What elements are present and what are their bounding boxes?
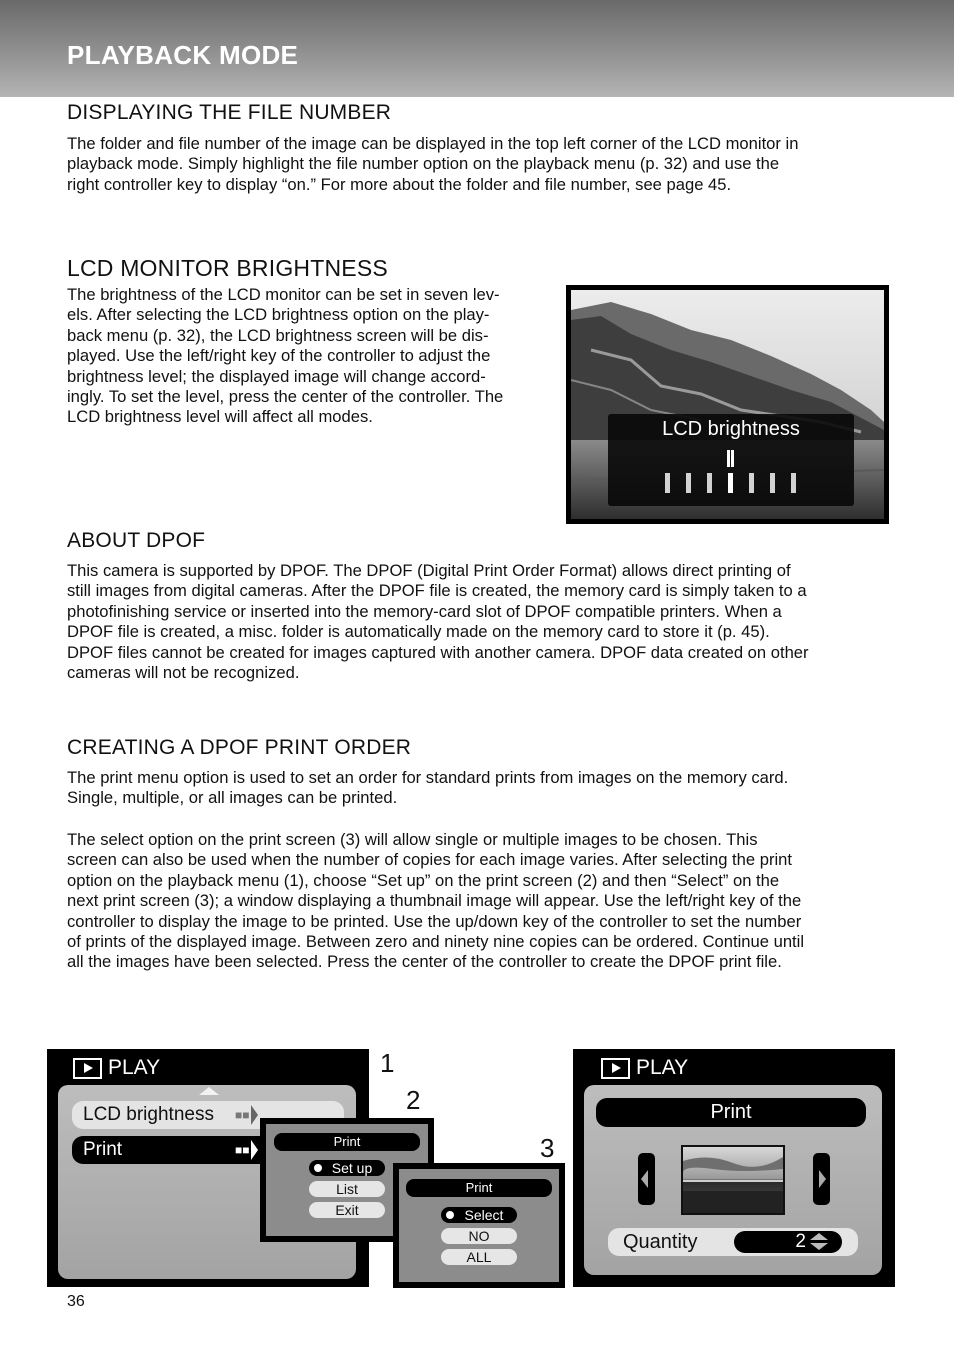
print-order-text-2	[67, 830, 907, 973]
callout-3: 3	[540, 1133, 555, 1163]
text-line: still images from digital cameras. After the DPOF file is created, the memory card is simply taken to a	[67, 581, 807, 601]
page-title: PLAYBACK MODE	[67, 40, 299, 70]
left-arrow-icon	[641, 1170, 648, 1188]
lcd-brightness-screenshot	[566, 285, 889, 524]
play-menu-title: PLAY	[636, 1056, 689, 1079]
menu-item-print[interactable]	[72, 1136, 270, 1164]
option-list[interactable]: List	[309, 1181, 385, 1197]
callout-1: 1	[380, 1048, 395, 1078]
right-arrow-icon	[251, 1140, 258, 1160]
print-title-bar: Print	[596, 1098, 866, 1127]
lcd-brightness-label: LCD brightness	[662, 418, 800, 440]
option-select[interactable]	[441, 1207, 517, 1223]
text-line: cameras will not be recognized.	[67, 663, 300, 683]
lcd-brightness-overlay	[608, 414, 854, 506]
play-icon	[601, 1058, 630, 1079]
lcd-brightness-text	[67, 285, 557, 428]
option-label: Set up	[331, 1160, 373, 1176]
brightness-level-cursor	[727, 450, 734, 467]
radio-bullet-icon	[446, 1211, 454, 1219]
text-line: option on the playback menu (1), choose “Set up” on the print screen (2) and then “Select” on the	[67, 870, 780, 890]
menu-item-label: LCD brightness	[83, 1104, 214, 1125]
thumbnail-image	[681, 1145, 785, 1215]
up-arrow-icon	[199, 1087, 219, 1095]
print-setup-title: Print	[274, 1133, 420, 1151]
quantity-value: 2	[795, 1231, 806, 1252]
text-line: right controller key to display “on.” For more about the folder and file number, see page 45.	[67, 174, 732, 194]
print-quantity-body	[584, 1085, 882, 1275]
about-dpof-text	[67, 561, 907, 683]
text-line: DPOF files cannot be created for images captured with another camera. DPOF data created on other	[67, 642, 809, 662]
menu-item-label: Print	[83, 1139, 123, 1160]
text-line: ingly. To set the level, press the center of the controller. The	[67, 387, 504, 407]
callout-2: 2	[406, 1085, 421, 1115]
brightness-tick	[686, 473, 691, 493]
lcd-brightness-heading: LCD MONITOR BRIGHTNESS	[67, 255, 388, 281]
print-select-title: Print	[406, 1179, 552, 1197]
brightness-tick	[791, 473, 796, 493]
radio-bullet-icon	[314, 1164, 322, 1172]
brightness-tick	[728, 473, 733, 493]
text-line: next print screen (3); a window displaying a thumbnail image will appear. Use the left/right key of the	[67, 891, 802, 911]
play-icon	[73, 1058, 102, 1079]
down-arrow-icon	[810, 1243, 828, 1250]
text-line: The folder and file number of the image can be displayed in the top left corner of the LCD monitor in	[67, 134, 799, 153]
option-exit[interactable]: Exit	[309, 1202, 385, 1218]
dots-icon: ■■	[235, 1143, 250, 1157]
text-line: This camera is supported by DPOF. The DPOF (Digital Print Order Format) allows direct printing of	[67, 561, 791, 580]
right-arrow-icon	[251, 1105, 258, 1125]
option-all[interactable]: ALL	[441, 1249, 517, 1265]
text-line: controller to display the image to be printed. Use the up/down key of the controller to set the number	[67, 911, 802, 931]
text-line: DPOF file is created, a misc. folder is automatically made on the memory card to store it (p. 45).	[67, 622, 770, 642]
print-order-heading: CREATING A DPOF PRINT ORDER	[67, 736, 412, 759]
quantity-stepper[interactable]	[734, 1231, 842, 1253]
text-line: playback mode. Simply highlight the file number option on the playback menu (p. 32) and use the	[67, 154, 780, 174]
text-line: all the images have been selected. Press the center of the controller to create the DPOF print file.	[67, 952, 782, 972]
text-line: brightness level; the displayed image will change accord-	[67, 366, 486, 386]
print-select-screen	[393, 1163, 565, 1288]
file-number-text	[67, 134, 897, 195]
quantity-label: Quantity	[623, 1230, 698, 1253]
text-line: of prints of the displayed image. Between zero and ninety nine copies can be ordered. Continue until	[67, 932, 805, 952]
right-arrow-icon	[819, 1170, 826, 1188]
option-set-up[interactable]	[309, 1160, 385, 1176]
prev-image-button[interactable]	[638, 1153, 655, 1205]
option-label: Select	[464, 1207, 504, 1223]
print-quantity-screen	[573, 1049, 895, 1287]
brightness-tick	[749, 473, 754, 493]
dots-icon: ■■	[235, 1108, 250, 1122]
quantity-row	[608, 1228, 858, 1256]
text-line: LCD brightness level will affect all modes.	[67, 407, 373, 427]
text-line: photofinishing service or inserted into the memory-card slot of DPOF compatible printers. When a	[67, 601, 782, 621]
text-line: The brightness of the LCD monitor can be set in seven lev-	[67, 285, 500, 304]
text-line: back menu (p. 32), the LCD brightness screen will be dis-	[67, 325, 489, 345]
text-line: The print menu option is used to set an order for standard prints from images on the memory card.	[67, 768, 789, 787]
text-line: played. Use the left/right key of the controller to adjust the	[67, 346, 491, 366]
up-arrow-icon	[810, 1233, 828, 1240]
about-dpof-heading: ABOUT DPOF	[67, 529, 206, 552]
brightness-tick	[665, 473, 670, 493]
text-line: Single, multiple, or all images can be printed.	[67, 788, 398, 808]
page-header	[0, 0, 954, 97]
brightness-tick	[770, 473, 775, 493]
file-number-heading: DISPLAYING THE FILE NUMBER	[67, 101, 392, 124]
page-number: 36	[67, 1293, 85, 1310]
print-order-text-1	[67, 768, 907, 809]
text-line: els. After selecting the LCD brightness option on the play-	[67, 305, 490, 325]
text-line: screen can also be used when the number of copies for each image varies. After selecting the print	[67, 850, 793, 870]
brightness-tick	[707, 473, 712, 493]
text-line: The select option on the print screen (3) will allow single or multiple images to be chosen. This	[67, 830, 758, 849]
next-image-button[interactable]	[813, 1153, 830, 1205]
play-menu-title: PLAY	[108, 1056, 161, 1079]
option-no[interactable]: NO	[441, 1228, 517, 1244]
